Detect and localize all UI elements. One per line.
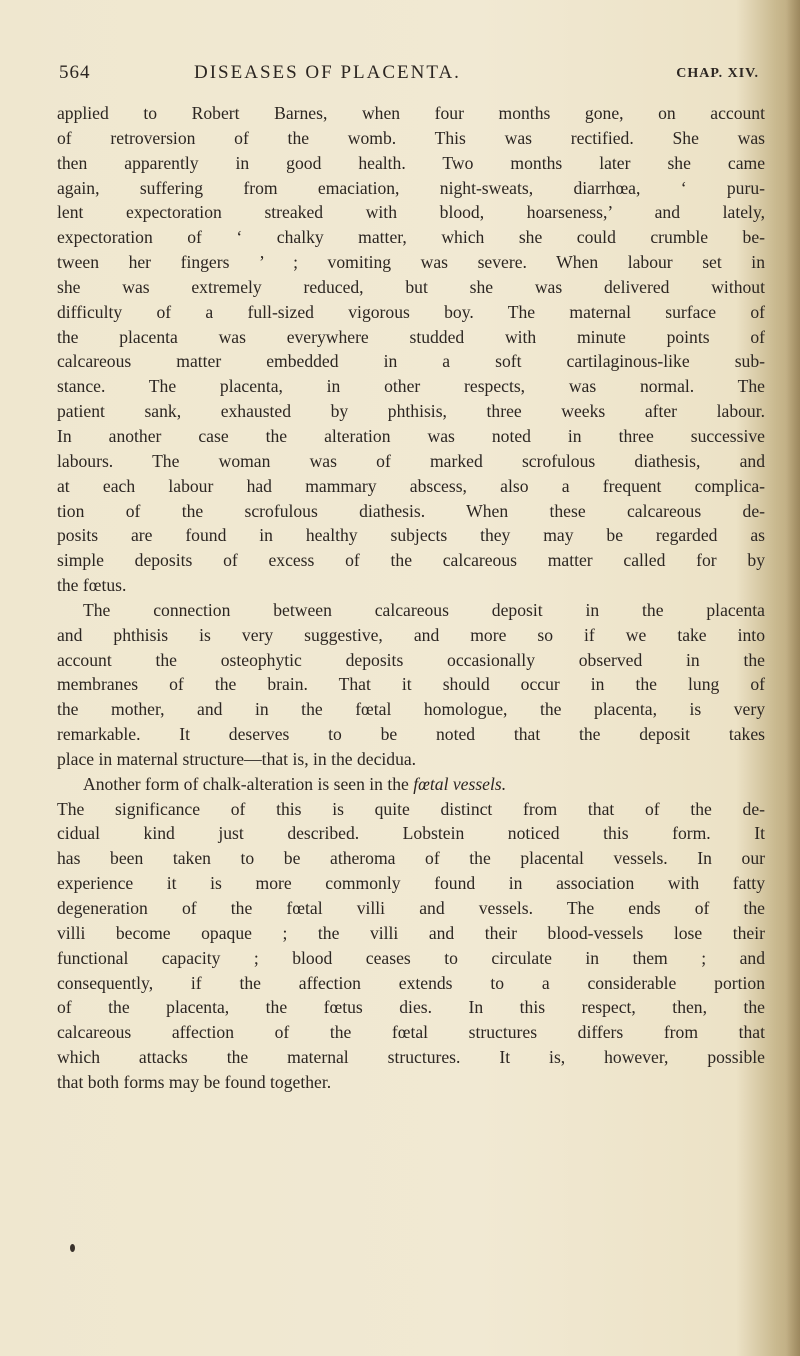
- text-line: simple deposits of excess of the calcareous matter called for by: [57, 550, 765, 571]
- text-line: The significance of this is quite distinct from that of the de-: [57, 798, 765, 819]
- text-line: stance. The placenta, in other respects, was normal. The: [57, 376, 765, 397]
- text-line: consequently, if the affection extends to a considerable portion: [57, 972, 765, 993]
- text-line: degeneration of the fœtal villi and vessels. The ends of the: [57, 898, 765, 918]
- body-text: [57, 101, 765, 1095]
- paragraph-start-line: [57, 772, 765, 797]
- text-line: calcareous matter embedded in a soft cartilaginous-like sub-: [57, 351, 765, 372]
- text-line: the mother, and in the fœtal homologue, the placenta, is very: [57, 699, 765, 720]
- text-line: then apparently in good health. Two months later she came: [57, 152, 765, 173]
- text-line: villi become opaque ; the villi and their blood-vessels lose their: [57, 922, 765, 943]
- text-line: membranes of the brain. That it should occur in the lung of: [57, 674, 765, 695]
- paragraph-start-line: The connection between calcareous deposit in the placenta: [83, 599, 765, 620]
- text-line: tween her fingers ’ ; vomiting was severe. When labour set in: [57, 252, 765, 273]
- page-header: [59, 62, 765, 86]
- text-line: experience it is more commonly found in association with fatty: [57, 873, 765, 894]
- text-line: labours. The woman was of marked scrofulous diathesis, and: [57, 450, 765, 471]
- text-line: functional capacity ; blood ceases to circulate in them ; and: [57, 947, 765, 968]
- text-line: cidual kind just described. Lobstein noticed this form. It: [57, 823, 765, 844]
- text-line: remarkable. It deserves to be noted that the deposit takes: [57, 724, 765, 745]
- page-edge-shadow: [786, 0, 800, 1356]
- text-line: she was extremely reduced, but she was delivered without: [57, 276, 765, 297]
- text-line: calcareous affection of the fœtal structures differs from that: [57, 1022, 765, 1043]
- text-line: the fœtus.: [57, 575, 127, 596]
- ink-spot: [70, 1244, 75, 1252]
- text-line: tion of the scrofulous diathesis. When these calcareous de-: [57, 500, 765, 521]
- text-line: account the osteophytic deposits occasionally observed in the: [57, 649, 765, 670]
- text-line: difficulty of a full-sized vigorous boy. The maternal surface of: [57, 301, 765, 322]
- text-line: again, suffering from emaciation, night-sweats, diarrhœa, ‘ puru-: [57, 177, 765, 198]
- text-line: In another case the alteration was noted in three successive: [57, 425, 765, 446]
- text-line: place in maternal structure—that is, in the decidua.: [57, 748, 417, 769]
- text-line: has been taken to be atheroma of the placental vessels. In our: [57, 848, 765, 869]
- chapter-label: CHAP. XIV.: [676, 66, 759, 81]
- text-line: of the placenta, the fœtus dies. In this respect, then, the: [57, 997, 765, 1018]
- running-head: DISEASES OF PLACENTA.: [194, 62, 461, 83]
- text-segment: Another form of chalk-alteration is seen in the: [83, 773, 409, 794]
- italic-term: fœtal vessels.: [413, 773, 507, 794]
- text-line: that both forms may be found together.: [57, 1071, 332, 1092]
- text-line: patient sank, exhausted by phthisis, three weeks after labour.: [57, 401, 765, 422]
- text-line: of retroversion of the womb. This was rectified. She was: [57, 127, 765, 148]
- text-line: applied to Robert Barnes, when four months gone, on account: [57, 103, 765, 123]
- text-line: lent expectoration streaked with blood, hoarseness,’ and lately,: [57, 202, 765, 223]
- text-line: posits are found in healthy subjects they may be regarded as: [57, 525, 765, 546]
- text-line: which attacks the maternal structures. It is, however, possible: [57, 1047, 765, 1068]
- text-line: and phthisis is very suggestive, and more so if we take into: [57, 624, 765, 645]
- page-number: 564: [59, 62, 91, 83]
- text-line: at each labour had mammary abscess, also a frequent complica-: [57, 475, 765, 496]
- text-line: the placenta was everywhere studded with minute points of: [57, 326, 765, 347]
- text-line: expectoration of ‘ chalky matter, which she could crumble be-: [57, 227, 765, 248]
